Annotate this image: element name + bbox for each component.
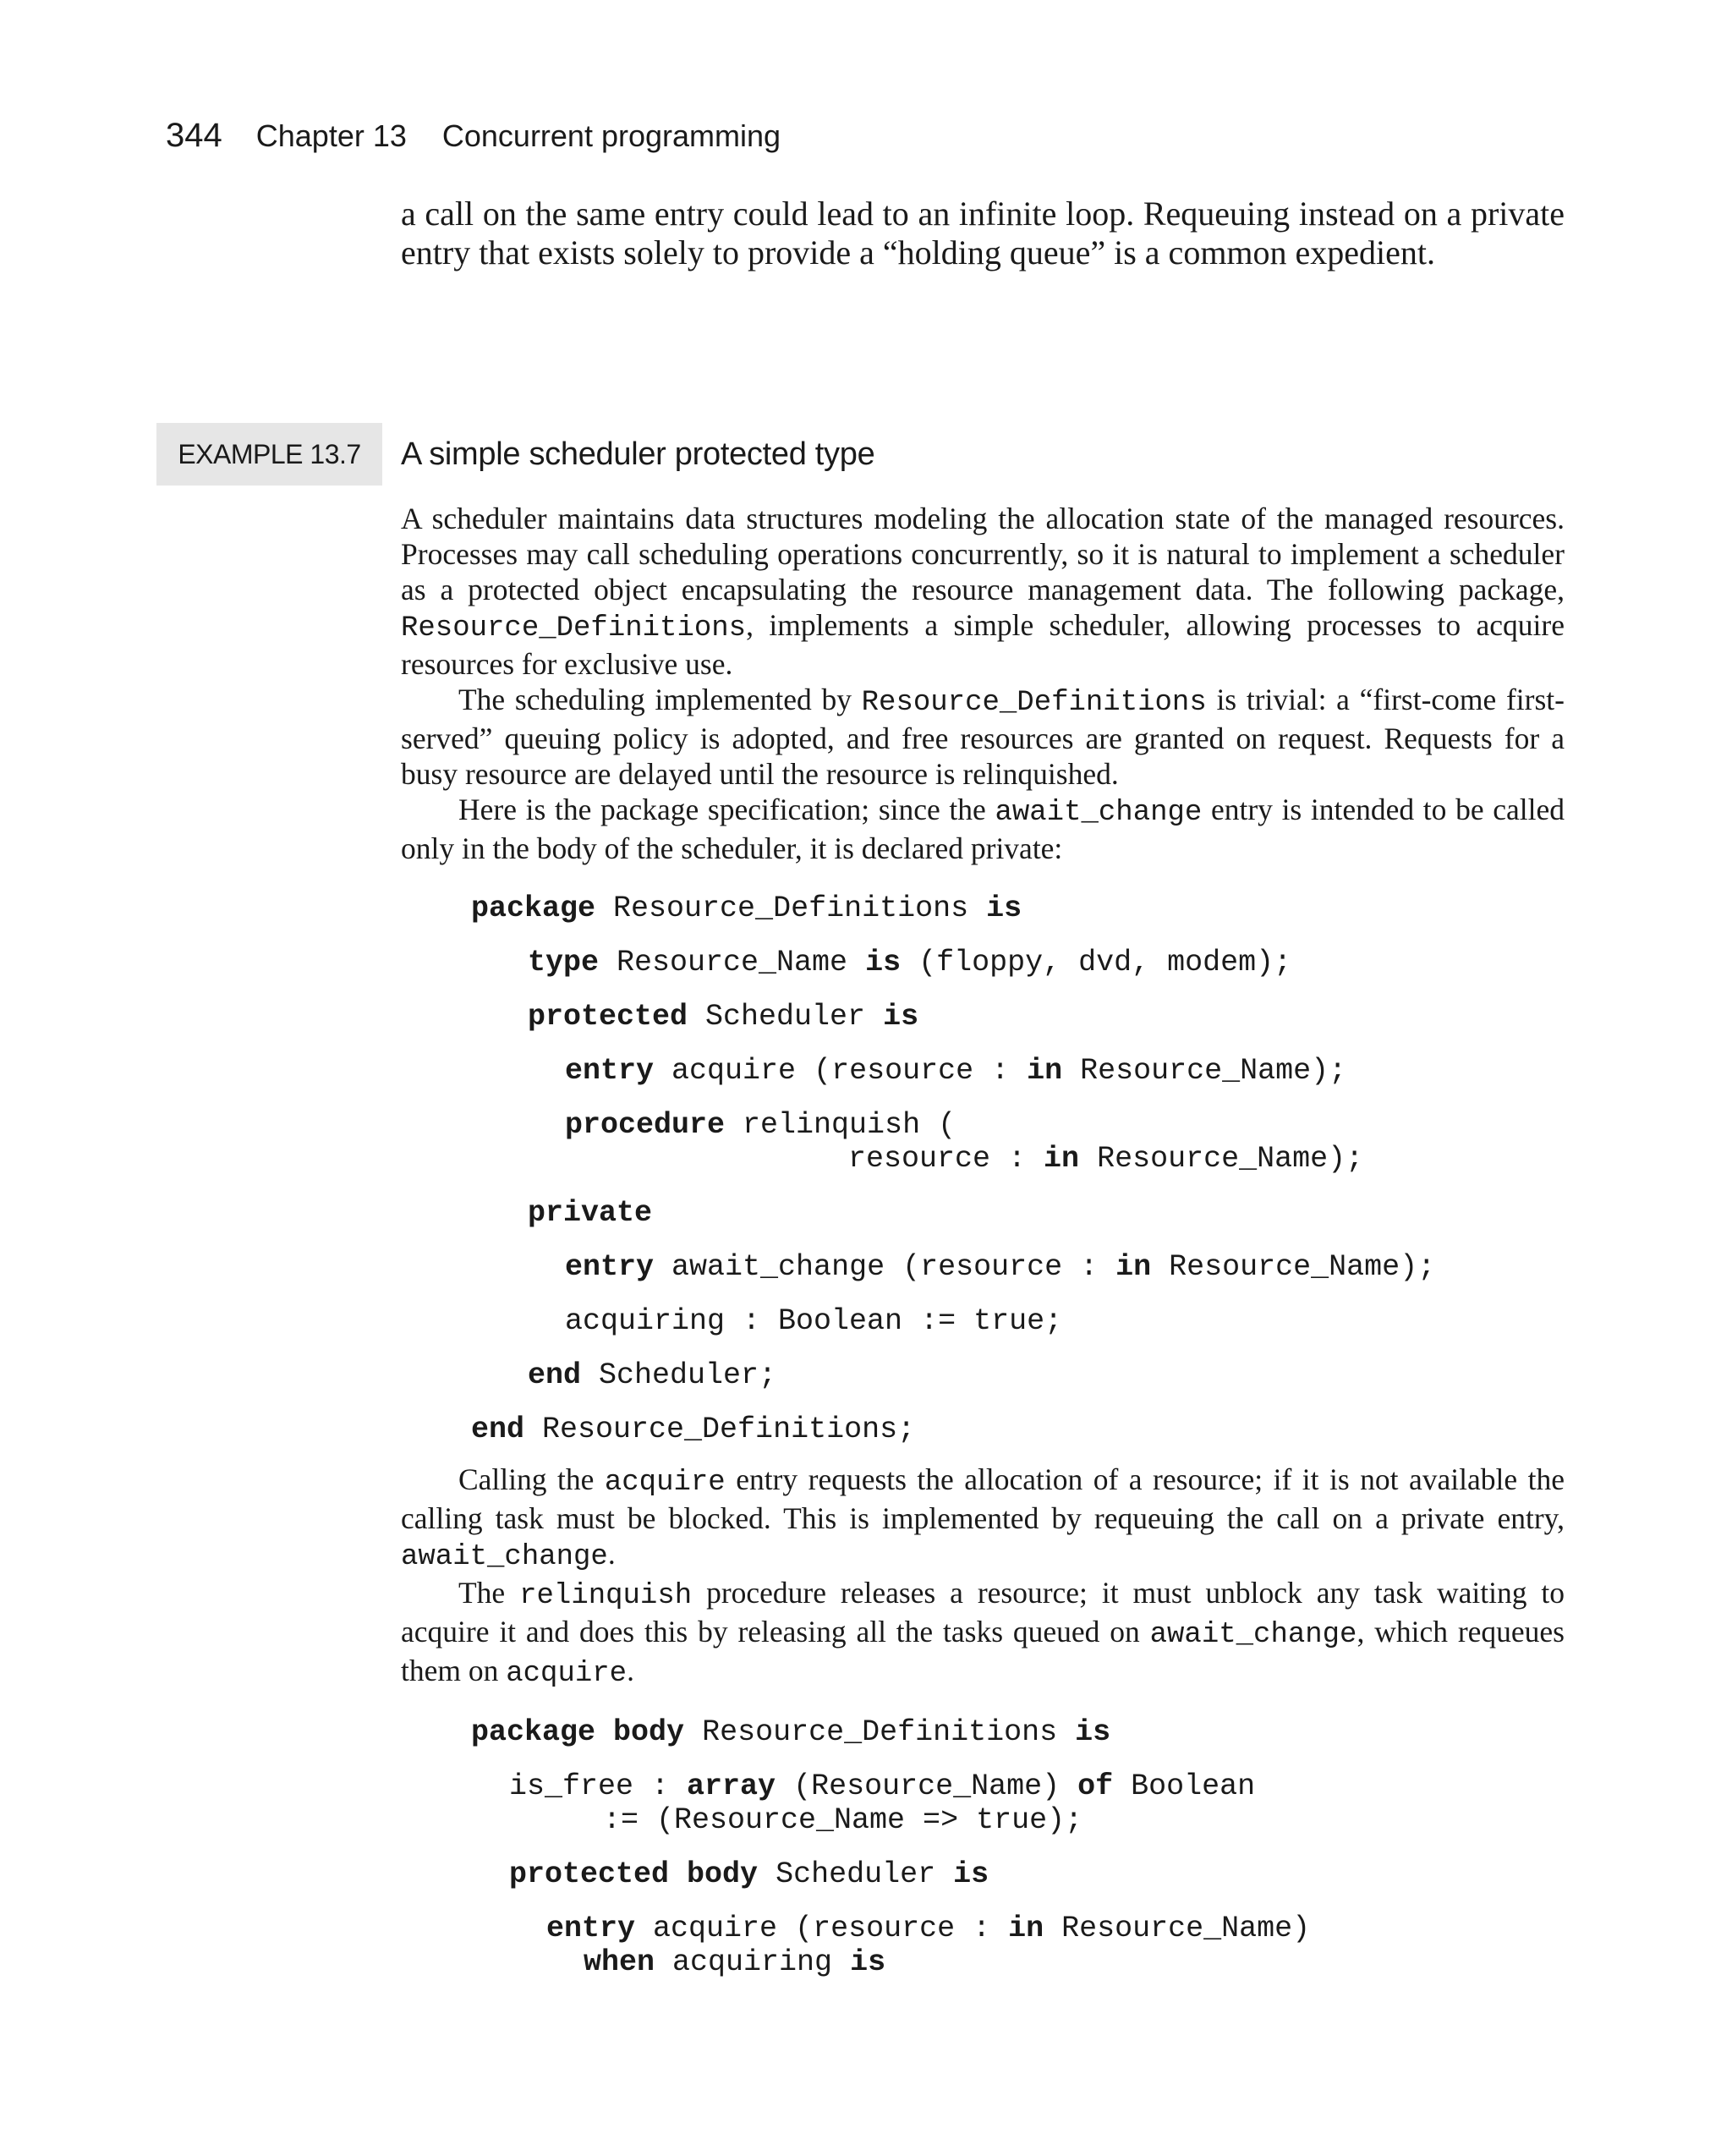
inline-code: await_change (1149, 1619, 1357, 1651)
text-run: Here is the package specification; since the (458, 793, 995, 826)
code-text: Resource_Definitions (684, 1715, 1076, 1749)
code-text: relinquish ( (725, 1108, 956, 1142)
keyword: end (528, 1358, 582, 1392)
code-line (565, 1054, 1346, 1088)
code-text: (floppy, dvd, modem); (901, 946, 1292, 979)
code-text: acquiring (655, 1945, 851, 1979)
inline-code: await_change (995, 797, 1203, 829)
code-line (565, 1304, 1062, 1338)
inline-code: acquire (506, 1658, 628, 1690)
keyword: is (986, 891, 1022, 925)
text-run: The (458, 1576, 520, 1610)
body-text-section-1 (401, 501, 1565, 866)
keyword: entry (546, 1912, 636, 1945)
keyword: is (1075, 1715, 1111, 1749)
code-line (603, 1803, 1082, 1837)
text-run: entry requests the allocation of a resource; if it is not available the calling task must be blocked. This is implemented by requeuing the call on a private entry, (401, 1462, 1565, 1535)
paragraph-5 (401, 1575, 1565, 1692)
code-text: Resource_Name); (1079, 1142, 1364, 1176)
keyword: private (528, 1196, 653, 1230)
code-text: Resource_Name (599, 946, 866, 979)
keyword: body (669, 1857, 759, 1891)
code-text: Scheduler (758, 1857, 954, 1891)
keyword: protected (509, 1857, 670, 1891)
code-line (528, 946, 1291, 979)
keyword: package (471, 1715, 596, 1749)
keyword: is (953, 1857, 989, 1891)
keyword: in (1027, 1054, 1063, 1088)
paragraph-2 (401, 682, 1565, 792)
inline-code: Resource_Definitions (401, 612, 747, 645)
code-text: is_free : (509, 1769, 688, 1803)
keyword: is (883, 1000, 919, 1034)
keyword: package (471, 891, 596, 925)
code-line (528, 1358, 776, 1392)
text-run: A scheduler maintains data structures modeling the allocation state of the managed resources. Processes may call scheduling operations concurrently, so it is natural to implement a scheduler as a protected object encapsulating the resource management data. The following package, (401, 502, 1565, 606)
chapter-label: Chapter 13 (255, 118, 407, 153)
paragraph-1 (401, 501, 1565, 682)
code-line (509, 1769, 1255, 1803)
chapter-title: Concurrent programming (441, 118, 781, 153)
keyword: in (1115, 1250, 1152, 1284)
keyword: entry (565, 1250, 655, 1284)
code-line (584, 1945, 885, 1979)
inline-code: acquire (604, 1467, 726, 1499)
code-text: acquiring : Boolean := true; (565, 1304, 1063, 1338)
running-head (166, 117, 781, 155)
code-line (471, 891, 1022, 925)
inline-code: relinquish (519, 1580, 693, 1612)
example-tag: EXAMPLE 13.7 (156, 423, 382, 486)
keyword: procedure (565, 1108, 726, 1142)
keyword: end (471, 1413, 525, 1446)
code-line (509, 1857, 989, 1891)
example-title: A simple scheduler protected type (401, 436, 875, 472)
paragraph-3 (401, 792, 1565, 866)
code-line (565, 1250, 1435, 1284)
text-run: . (607, 1537, 616, 1571)
text-run: . (627, 1654, 634, 1687)
text-run: Calling the (458, 1462, 605, 1496)
keyword: is (865, 946, 902, 979)
text-run: , implements a simple scheduler, allowing processes to acquire resources for exclusive use. (401, 608, 1565, 681)
text-run: entry is intended to be called only in the body of the scheduler, it is declared private: (401, 793, 1565, 865)
inline-code: Resource_Definitions (861, 687, 1207, 719)
code-line (528, 1196, 652, 1230)
body-text-section-2 (401, 1462, 1565, 1692)
text-run: The scheduling implemented by (458, 683, 862, 716)
code-text: := (Resource_Name => true); (603, 1803, 1083, 1837)
page-number: 344 (166, 117, 222, 154)
code-text: (Resource_Name) (776, 1769, 1078, 1803)
code-text: resource : (848, 1142, 1044, 1176)
inline-code: await_change (401, 1541, 608, 1573)
code-line (848, 1142, 1363, 1176)
text-run: is trivial: a “first-come first-served” queuing policy is adopted, and free resources are granted on request. Requests for a busy resource are delayed until the resource is relinquished. (401, 683, 1565, 791)
code-text: acquire (resource : (654, 1054, 1028, 1088)
code-text: Resource_Name); (1062, 1054, 1347, 1088)
keyword: protected (528, 1000, 688, 1034)
code-line (471, 1413, 915, 1446)
code-text: Resource_Name) (1044, 1912, 1311, 1945)
code-text: Scheduler; (581, 1358, 777, 1392)
keyword: entry (565, 1054, 655, 1088)
keyword: array (687, 1769, 776, 1803)
code-text: Scheduler (688, 1000, 884, 1034)
code-line (471, 1715, 1110, 1749)
code-text: await_change (resource : (654, 1250, 1116, 1284)
code-line (546, 1912, 1310, 1945)
intro-paragraph: a call on the same entry could lead to an infinite loop. Requeuing instead on a private entry that exists solely to provide a “holding queue” is a common expedient. (401, 195, 1565, 272)
keyword: in (1044, 1142, 1080, 1176)
text-run: , which requeues them on (401, 1615, 1565, 1687)
keyword: of (1077, 1769, 1114, 1803)
keyword: when (584, 1945, 655, 1979)
text-run: procedure releases a resource; it must unblock any task waiting to acquire it and does this by releasing all the tasks queued on (401, 1576, 1565, 1649)
keyword: type (528, 946, 600, 979)
keyword: in (1008, 1912, 1044, 1945)
paragraph-4 (401, 1462, 1565, 1575)
code-line (528, 1000, 918, 1034)
keyword: is (850, 1945, 886, 1979)
code-text: acquire (resource : (635, 1912, 1009, 1945)
code-line (565, 1108, 956, 1142)
keyword: body (595, 1715, 685, 1749)
code-text: Resource_Definitions; (524, 1413, 916, 1446)
code-text: Boolean (1113, 1769, 1256, 1803)
code-text: Resource_Definitions (595, 891, 987, 925)
code-text: Resource_Name); (1151, 1250, 1436, 1284)
